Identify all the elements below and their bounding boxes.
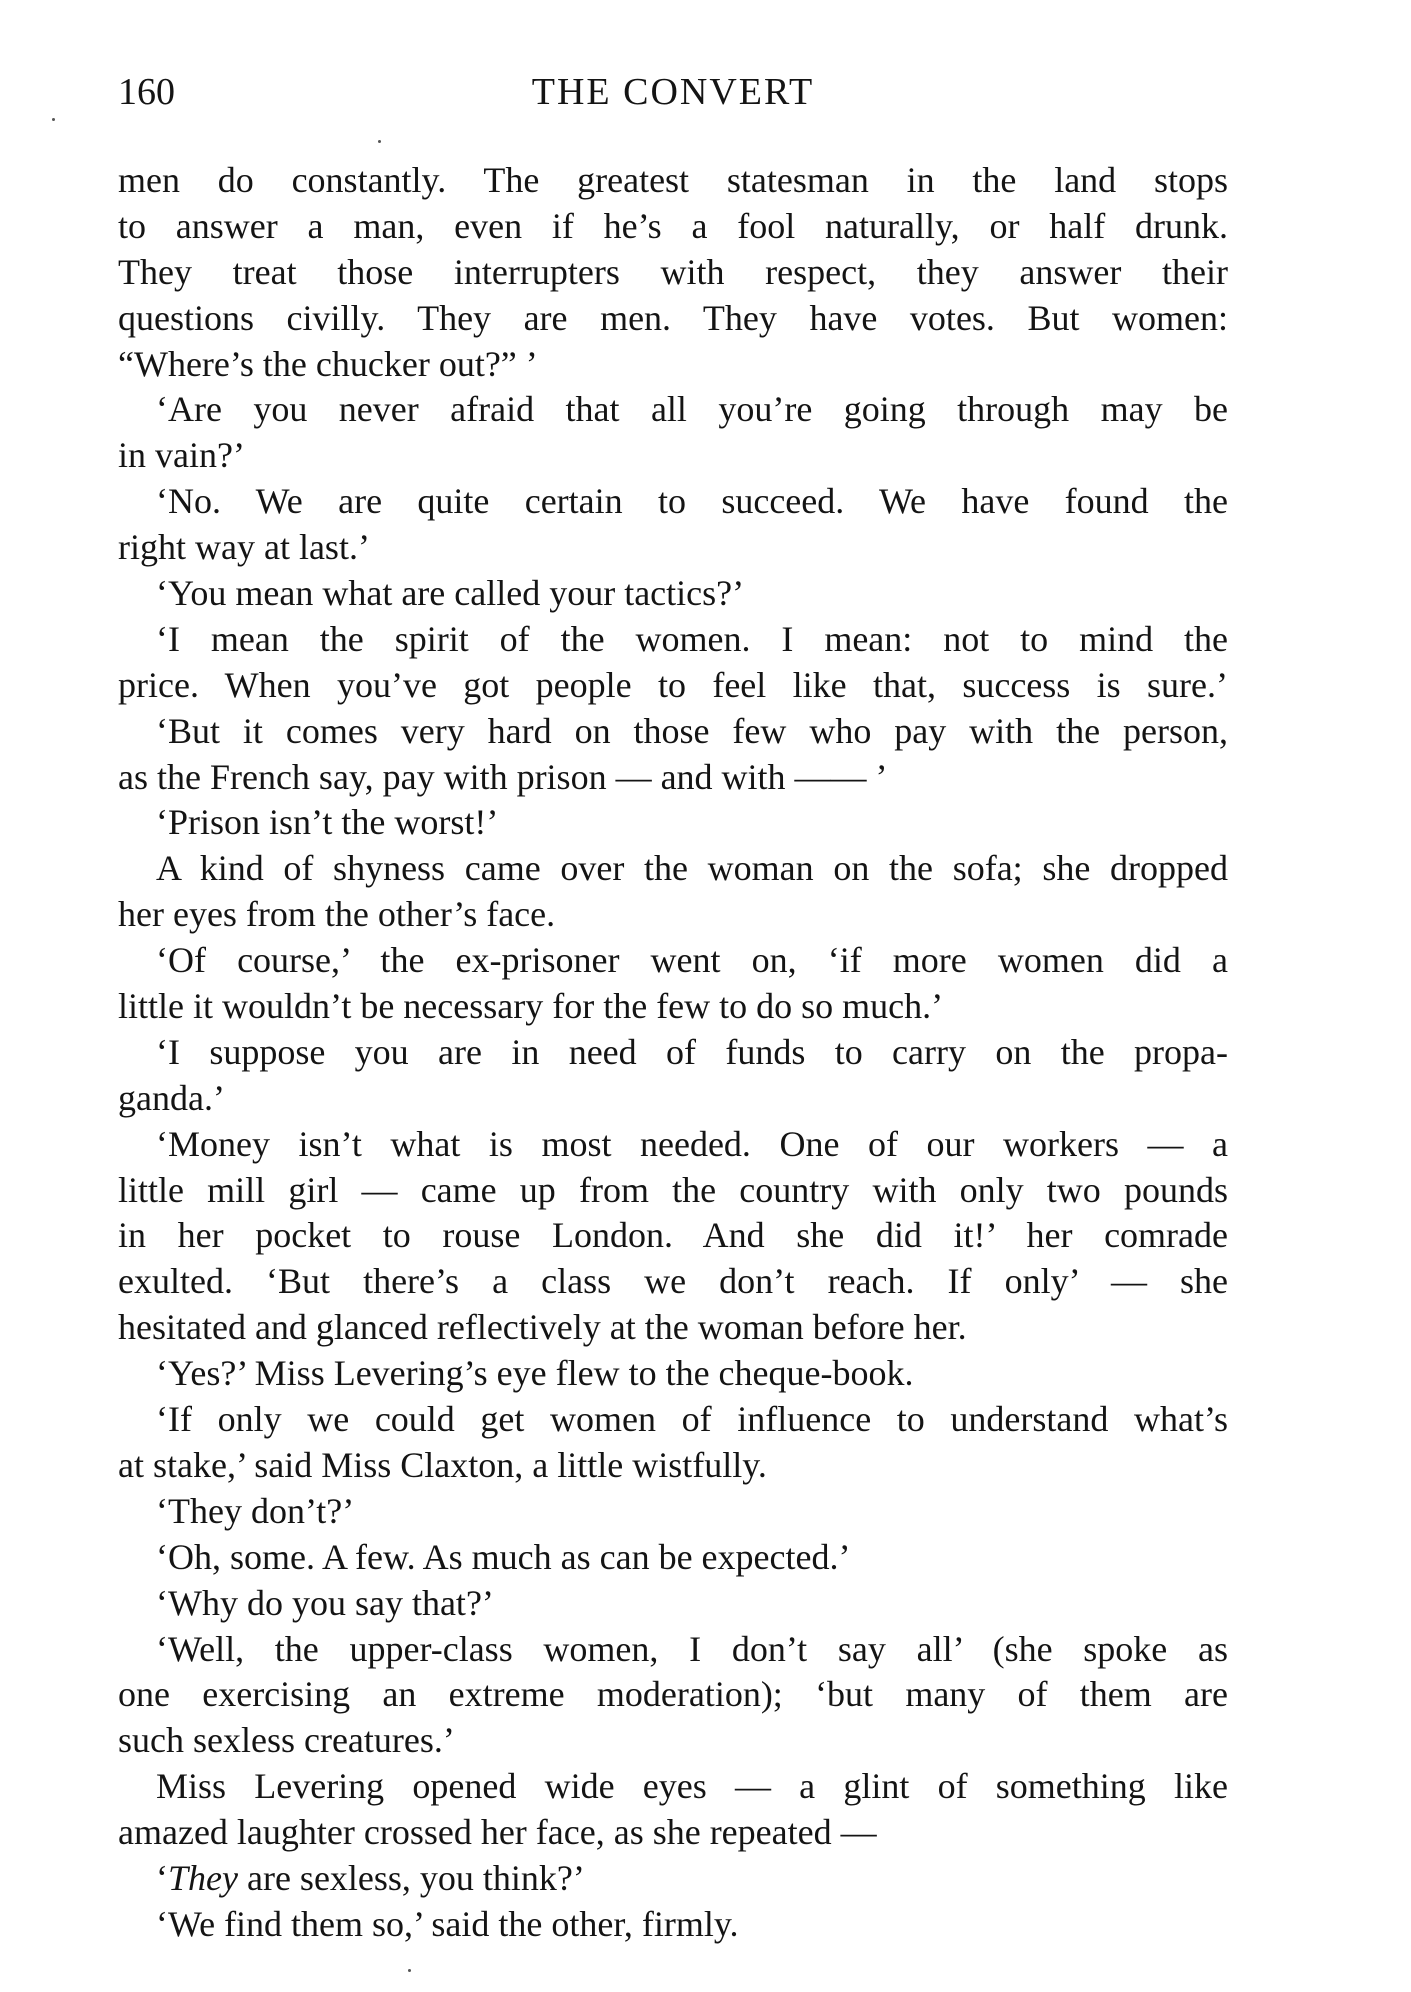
text-line: A kind of shyness came over the woman on the sofa; she dropped xyxy=(156,848,1228,889)
text-line: ‘They are sexless, you think?’ xyxy=(156,1857,585,1898)
text-line: right way at last.’ xyxy=(118,527,370,568)
emphasis: They xyxy=(168,1857,238,1898)
text-line: ‘Are you never afraid that all you’re going through may be xyxy=(156,389,1228,430)
paper-speck xyxy=(52,118,55,121)
text-line: ‘Well, the upper-class women, I don’t say all’ (she spoke as xyxy=(156,1628,1228,1669)
text-line: in her pocket to rouse London. And she did it!’ her comrade xyxy=(118,1215,1228,1256)
text-line: little mill girl — came up from the country with only two pounds xyxy=(118,1169,1228,1210)
page-number: 160 xyxy=(118,71,175,113)
text-line: ‘Yes?’ Miss Levering’s eye flew to the cheque-book. xyxy=(156,1353,914,1394)
body-text xyxy=(118,158,1228,1948)
text-line: ‘Prison isn’t the worst!’ xyxy=(156,802,499,843)
text-line: questions civilly. They are men. They have votes. But women: xyxy=(118,297,1228,338)
running-head xyxy=(118,62,1228,122)
text-line: men do constantly. The greatest statesman in the land stops xyxy=(118,160,1228,200)
text-line: price. When you’ve got people to feel like that, success is sure.’ xyxy=(118,664,1228,705)
text-line: little it wouldn’t be necessary for the few to do so much.’ xyxy=(118,986,944,1027)
text-line: her eyes from the other’s face. xyxy=(118,894,556,935)
text-line: “Where’s the chucker out?” ’ xyxy=(118,343,538,384)
text-line: ‘They don’t?’ xyxy=(156,1490,355,1531)
text-line: in vain?’ xyxy=(118,435,245,476)
text-line: ‘I suppose you are in need of funds to carry on the propa- xyxy=(156,1031,1228,1072)
text-line: at stake,’ said Miss Claxton, a little wistfully. xyxy=(118,1444,767,1485)
text-line: as the French say, pay with prison — and with —— ’ xyxy=(118,756,888,797)
text-line: ganda.’ xyxy=(118,1077,225,1118)
text-line: ‘We find them so,’ said the other, firmly. xyxy=(156,1903,739,1944)
text-line: such sexless creatures.’ xyxy=(118,1720,455,1761)
text-line: ‘Why do you say that?’ xyxy=(156,1582,494,1623)
text-line: hesitated and glanced reflectively at the woman before her. xyxy=(118,1307,967,1348)
text-line: ‘But it comes very hard on those few who pay with the person, xyxy=(156,710,1228,751)
paper-speck xyxy=(378,140,381,143)
text-line: one exercising an extreme moderation); ‘but many of them are xyxy=(118,1674,1228,1715)
text-line: ‘Of course,’ the ex-prisoner went on, ‘if more women did a xyxy=(156,940,1228,981)
text-line: Miss Levering opened wide eyes — a glint of something like xyxy=(156,1766,1228,1807)
text-line: amazed laughter crossed her face, as she repeated — xyxy=(118,1812,877,1853)
text-line: ‘If only we could get women of influence to understand what’s xyxy=(156,1399,1228,1440)
text-line: to answer a man, even if he’s a fool naturally, or half drunk. xyxy=(118,205,1228,246)
text-line: ‘No. We are quite certain to succeed. We have found the xyxy=(156,481,1228,522)
paper-speck xyxy=(408,1969,411,1972)
text-line: They treat those interrupters with respect, they answer their xyxy=(118,251,1228,292)
running-title: THE CONVERT xyxy=(531,71,815,113)
text-line: ‘You mean what are called your tactics?’ xyxy=(156,573,745,614)
text-line: ‘Oh, some. A few. As much as can be expected.’ xyxy=(156,1536,851,1577)
text-line: exulted. ‘But there’s a class we don’t reach. If only’ — she xyxy=(118,1261,1228,1302)
text-line: ‘I mean the spirit of the women. I mean: not to mind the xyxy=(156,618,1228,659)
text-line: ‘Money isn’t what is most needed. One of our workers — a xyxy=(156,1123,1228,1164)
